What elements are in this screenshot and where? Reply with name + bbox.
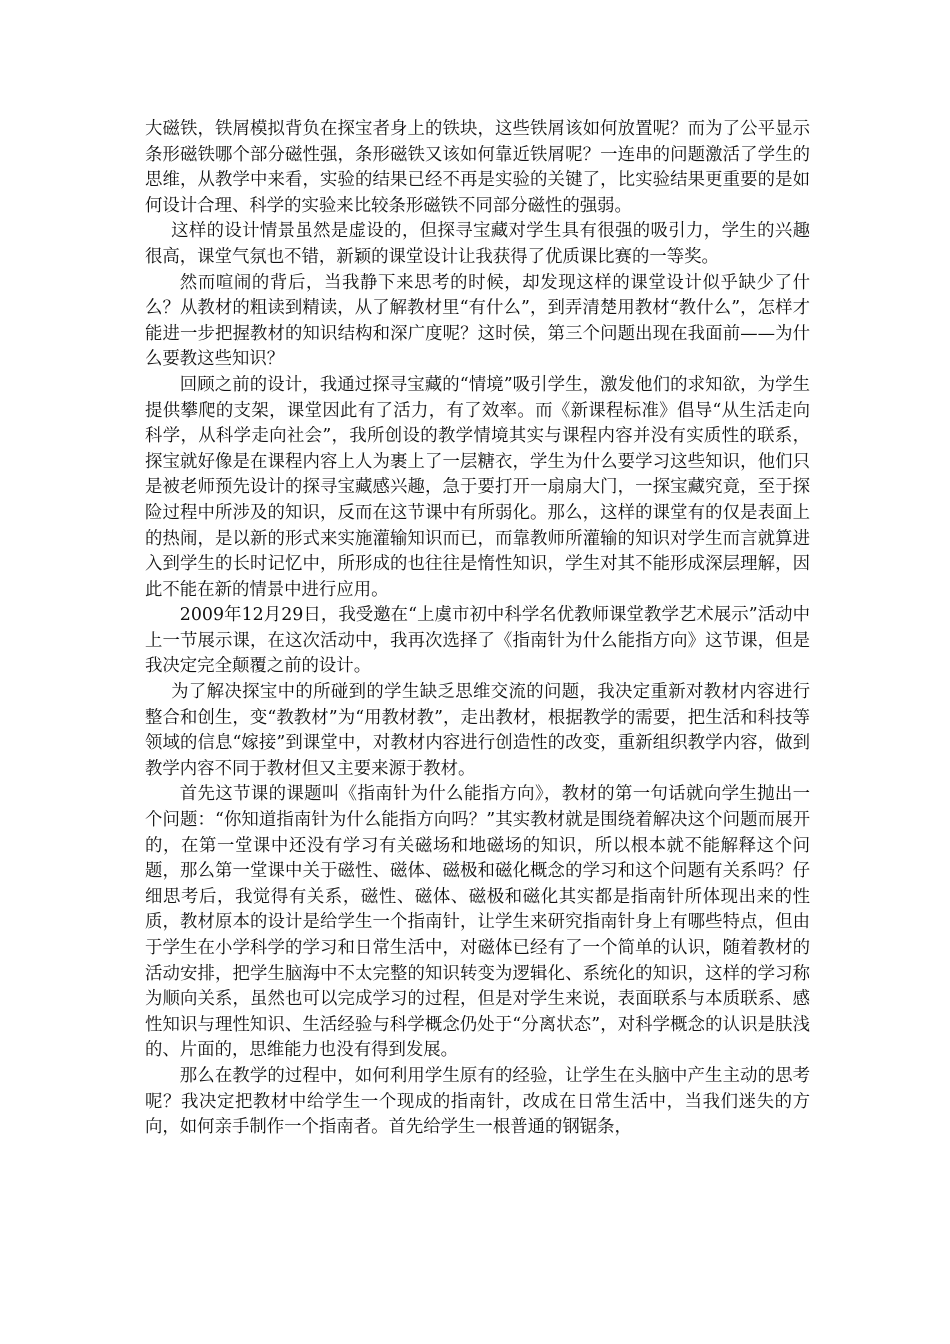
paragraph-7: 首先这节课的课题叫《指南针为什么能指方向》，教材的第一句话就向学生抛出一个问题：“你知道指南针为什么能指方向吗？”其实教材就是围绕着解决这个问题而展开的，在第一堂课中还没有学习有关磁场和地磁场的知识，所以根本就不能解释这个问题，那么第一堂课中关于磁性、磁体、磁极和磁化概念的学习和这个问题有关系吗？仔细思考后，我觉得有关系，磁性、磁体、磁极和磁化其实都是指南针所体现出来的性质，教材原本的设计是给学生一个指南针，让学生来研究指南针身上有哪些特点，但由于学生在小学科学的学习和日常生活中，对磁体已经有了一个简单的认识，随着教材的活动安排，把学生脑海中不太完整的知识转变为逻辑化、系统化的知识，这样的学习称为顺向关系，虽然也可以完成学习的过程，但是对学生来说，表面联系与本质联系、感性知识与理性知识、生活经验与科学概念仍处于“分离状态”，对科学概念的认识是肤浅的、片面的，思维能力也没有得到发展。: [145, 784, 810, 1061]
paragraph-2: 这样的设计情景虽然是虚设的，但探寻宝藏对学生具有很强的吸引力，学生的兴趣很高，课堂气氛也不错，新颖的课堂设计让我获得了优质课比赛的一等奖。: [145, 221, 810, 267]
paragraph-5: 2009年12月29日，我受邀在“上虞市初中科学名优教师课堂教学艺术展示”活动中上一节展示课，在这次活动中，我再次选择了《指南针为什么能指方向》这节课，但是我决定完全颠覆之前的设计。: [145, 605, 810, 677]
paragraph-1: 大磁铁，铁屑模拟背负在探宝者身上的铁块，这些铁屑该如何放置呢？而为了公平显示条形磁铁哪个部分磁性强，条形磁铁又该如何靠近铁屑呢？一连串的问题激活了学生的思维，从教学中来看，实验的结果已经不再是实验的关键了，比实验结果更重要的是如何设计合理、科学的实验来比较条形磁铁不同部分磁性的强弱。: [145, 119, 810, 216]
paragraph-4: 回顾之前的设计，我通过探寻宝藏的“情境”吸引学生，激发他们的求知欲，为学生提供攀爬的支架，课堂因此有了活力，有了效率。而《新课程标准》倡导“从生活走向科学，从科学走向社会”，我所创设的教学情境其实与课程内容并没有实质性的联系，探宝就好像是在课程内容上人为裹上了一层糖衣，学生为什么要学习这些知识，他们只是被老师预先设计的探寻宝藏感兴趣，急于要打开一扇扇大门，一探宝藏究竟，至于探险过程中所涉及的知识，反而在这节课中有所弱化。那么，这样的课堂有的仅是表面上的热闹，是以新的形式来实施灌输知识而已，而靠教师所灌输的知识对学生而言就算进入到学生的长时记忆中，所形成的也往往是惰性知识，学生对其不能形成深层理解，因此不能在新的情景中进行应用。: [145, 374, 810, 600]
paragraph-8: 那么在教学的过程中，如何利用学生原有的经验，让学生在头脑中产生主动的思考呢？我决定把教材中给学生一个现成的指南针，改成在日常生活中，当我们迷失的方向，如何亲手制作一个指南者。首先给学生一根普通的钢锯条，: [145, 1065, 810, 1138]
document-page: [145, 117, 810, 1141]
paragraph-3: 然而喧闹的背后，当我静下来思考的时候，却发现这样的课堂设计似乎缺少了什么？从教材的粗读到精读，从了解教材里“有什么”，到弄清楚用教材“教什么”，怎样才能进一步把握教材的知识结构和深广度呢？这时侯，第三个问题出现在我面前——为什么要教这些知识？: [145, 272, 810, 370]
paragraph-6: 为了解决探宝中的所碰到的学生缺乏思维交流的问题，我决定重新对教材内容进行整合和创生，变“教教材”为“用教材教”，走出教材，根据教学的需要，把生活和科技等领域的信息“嫁接”到课堂中，对教材内容进行创造性的改变，重新组织教学内容，做到教学内容不同于教材但又主要来源于教材。: [145, 682, 810, 779]
